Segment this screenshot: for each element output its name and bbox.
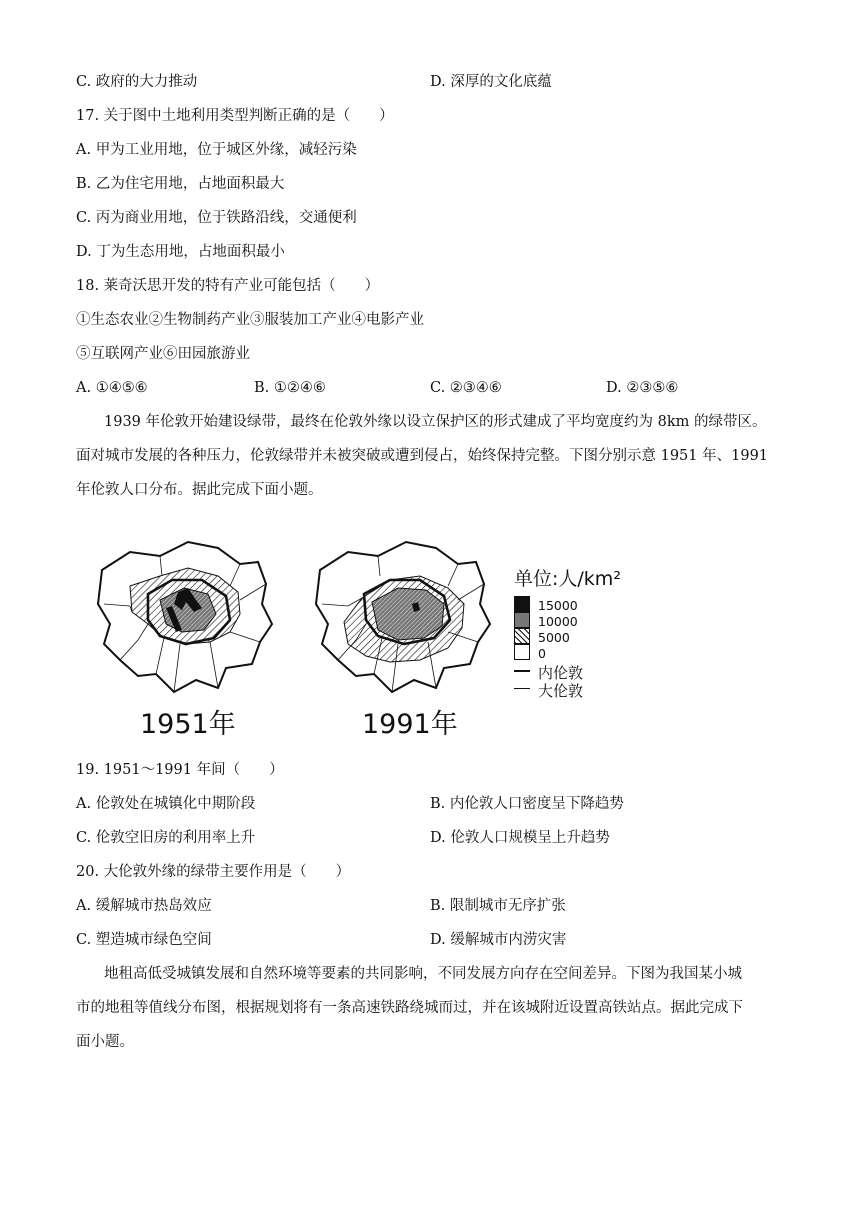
rent-passage-line3: 面小题。 xyxy=(76,1034,134,1050)
legend-swatch-15000 xyxy=(514,596,530,612)
q19-option-a: A. 伦敦处在城镇化中期阶段 xyxy=(76,796,256,812)
legend-swatch-0 xyxy=(514,644,530,660)
q17-option-a: A. 甲为工业用地，位于城区外缘，减轻污染 xyxy=(76,142,357,158)
q16-option-d: D. 深厚的文化底蕴 xyxy=(430,74,552,90)
legend-greater-london-label: 大伦敦 xyxy=(538,682,584,700)
q18-items-line1: ①生态农业②生物制药产业③服装加工产业④电影产业 xyxy=(76,312,424,328)
london-passage-line1: 1939 年伦敦开始建设绿带，最终在伦敦外缘以设立保护区的形式建成了平均宽度约为 8km 的绿带区。 xyxy=(104,414,767,430)
london-population-figure xyxy=(90,540,650,740)
legend-greater-london-line xyxy=(514,688,530,689)
q18-option-c: C. ②③④⑥ xyxy=(430,380,502,396)
legend-label-0: 0 xyxy=(538,646,546,661)
map-1991-caption: 1991年 xyxy=(362,709,458,740)
q19-option-c: C. 伦敦空旧房的利用率上升 xyxy=(76,830,256,846)
legend-inner-london-label: 内伦敦 xyxy=(538,664,584,682)
q18-stem: 18. 莱奇沃思开发的特有产业可能包括（ ） xyxy=(76,278,380,294)
q18-option-b: B. ①②④⑥ xyxy=(254,380,326,396)
q20-option-c: C. 塑造城市绿色空间 xyxy=(76,932,212,948)
map-1991 xyxy=(316,542,490,692)
q19-option-d: D. 伦敦人口规模呈上升趋势 xyxy=(430,830,610,846)
legend-swatch-5000 xyxy=(514,628,530,644)
legend-label-10000: 10000 xyxy=(538,614,578,629)
london-passage-line3: 年伦敦人口分布。据此完成下面小题。 xyxy=(76,482,323,498)
map-1951 xyxy=(98,542,272,692)
map-1991-high-zone xyxy=(372,588,444,640)
legend-title: 单位:人/km² xyxy=(514,568,621,590)
q17-option-d: D. 丁为生态用地，占地面积最小 xyxy=(76,244,285,260)
q18-option-d: D. ②③⑤⑥ xyxy=(606,380,679,396)
rent-passage-line2: 市的地租等值线分布图，根据规划将有一条高速铁路绕城而过，并在该城附近设置高铁站点。据此完成下 xyxy=(76,1000,743,1016)
q20-option-b: B. 限制城市无序扩张 xyxy=(430,898,566,914)
map-1951-caption: 1951年 xyxy=(140,709,236,740)
q20-option-a: A. 缓解城市热岛效应 xyxy=(76,898,212,914)
q19-option-b: B. 内伦敦人口密度呈下降趋势 xyxy=(430,796,624,812)
legend-label-15000: 15000 xyxy=(538,598,578,613)
q20-option-d: D. 缓解城市内涝灾害 xyxy=(430,932,567,948)
q18-option-a: A. ①④⑤⑥ xyxy=(76,380,148,396)
q17-stem: 17. 关于图中土地利用类型判断正确的是（ ） xyxy=(76,108,394,124)
legend-swatch-10000 xyxy=(514,612,530,628)
legend-inner-london-line xyxy=(514,670,530,672)
q18-items-line2: ⑤互联网产业⑥田园旅游业 xyxy=(76,346,250,362)
q19-stem: 19. 1951～1991 年间（ ） xyxy=(76,762,284,778)
rent-passage-line1: 地租高低受城镇发展和自然环境等要素的共同影响，不同发展方向存在空间差异。下图为我国某小城 xyxy=(104,966,742,982)
q17-option-c: C. 丙为商业用地，位于铁路沿线，交通便利 xyxy=(76,210,357,226)
map-legend xyxy=(514,564,650,714)
london-passage-line2: 面对城市发展的各种压力，伦敦绿带并未被突破或遭到侵占，始终保持完整。下图分别示意 1951 年、1991 xyxy=(76,448,769,464)
q17-option-b: B. 乙为住宅用地，占地面积最大 xyxy=(76,176,285,192)
q16-option-c: C. 政府的大力推动 xyxy=(76,74,198,90)
q20-stem: 20. 大伦敦外缘的绿带主要作用是（ ） xyxy=(76,864,351,880)
legend-label-5000: 5000 xyxy=(538,630,570,645)
